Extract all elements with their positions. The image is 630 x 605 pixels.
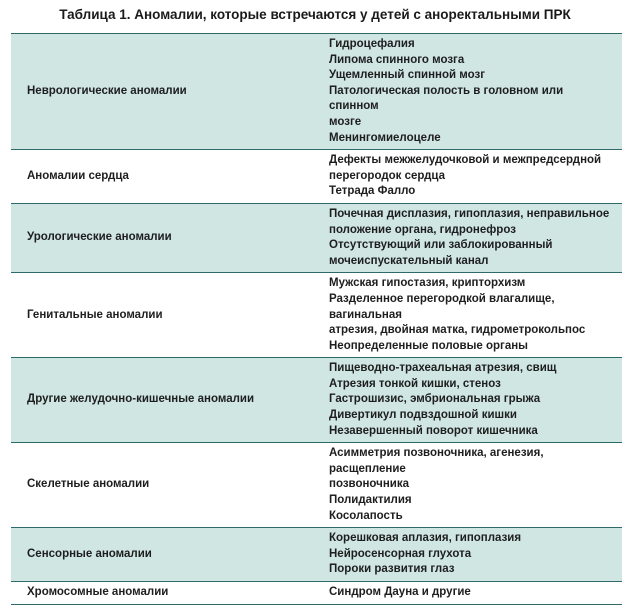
anomaly-item: Отсутствующий или заблокированный xyxy=(329,239,553,252)
anomaly-item: мозге xyxy=(329,115,362,128)
items-cell xyxy=(315,443,622,528)
anomaly-item: мочеиспускательный канал xyxy=(329,254,489,267)
anomaly-item: Разделенное перегородкой влагалище, вагинальная xyxy=(329,292,555,321)
table-body xyxy=(11,34,622,605)
table-row xyxy=(11,358,622,443)
category-cell: Неврологические аномалии xyxy=(11,34,315,150)
table-row xyxy=(11,150,622,204)
table-row xyxy=(11,203,622,272)
anomaly-item: Пищеводно-трахеальная атрезия, свищ xyxy=(329,362,557,375)
anomaly-item: Ущемленный спинной мозг xyxy=(329,69,486,82)
anomaly-item: Липома спинного мозга xyxy=(329,53,465,66)
anomaly-item: Пороки развития глаз xyxy=(329,563,455,576)
anomaly-item: Менингомиелоцеле xyxy=(329,131,441,144)
anomaly-item: атрезия, двойная матка, гидрометрокольпос xyxy=(329,324,586,337)
category-cell: Скелетные аномалии xyxy=(11,443,315,528)
items-cell xyxy=(315,203,622,272)
anomaly-item: Синдром Дауна и другие xyxy=(329,586,471,598)
items-cell xyxy=(315,34,622,150)
items-cell xyxy=(315,273,622,358)
items-cell xyxy=(315,582,622,605)
table-row xyxy=(11,34,622,150)
anomaly-item: Атрезия тонкой кишки, стеноз xyxy=(329,377,501,390)
anomaly-item: Корешковая аплазия, гипоплазия xyxy=(329,532,522,545)
category-cell: Урологические аномалии xyxy=(11,203,315,272)
category-cell: Хромосомные аномалии xyxy=(11,582,315,605)
category-cell: Сенсорные аномалии xyxy=(11,528,315,582)
anomaly-item: Патологическая полость в головном или спинном xyxy=(329,84,564,113)
anomaly-item: Гидроцефалия xyxy=(329,38,415,50)
items-cell xyxy=(315,528,622,582)
anomaly-item: Мужская гипостазия, крипторхизм xyxy=(329,277,526,290)
items-cell xyxy=(315,150,622,204)
anomaly-item: Полидактилия xyxy=(329,494,412,507)
anomaly-item: Тетрада Фалло xyxy=(329,185,416,198)
anomaly-item: Дефекты межжелудочковой и межпредсердной xyxy=(329,154,602,167)
anomalies-table xyxy=(11,33,622,605)
anomaly-item: Косолапость xyxy=(329,509,403,522)
anomaly-item: Неопределенные половые органы xyxy=(329,339,528,352)
category-cell: Аномалии сердца xyxy=(11,150,315,204)
anomaly-item: Нейросенсорная глухота xyxy=(329,547,472,560)
anomaly-item: позвоночника xyxy=(329,478,410,491)
anomaly-item: положение органа, гидронефроз xyxy=(329,223,516,236)
category-cell: Генитальные аномалии xyxy=(11,273,315,358)
anomaly-item: Незавершенный поворот кишечника xyxy=(329,424,538,437)
table-row xyxy=(11,273,622,358)
anomalies-table-container xyxy=(11,33,622,605)
anomaly-item: Почечная дисплазия, гипоплазия, неправильное xyxy=(329,207,610,220)
table-row xyxy=(11,582,622,605)
category-cell: Другие желудочно-кишечные аномалии xyxy=(11,358,315,443)
table-caption: Таблица 1. Аномалии, которые встречаются у детей с аноректальными ПРК xyxy=(59,7,571,22)
table-row xyxy=(11,528,622,582)
anomaly-item: Асимметрия позвоночника, агенезия, расщепление xyxy=(329,447,544,475)
items-cell xyxy=(315,358,622,443)
anomaly-item: Гастрошизис, эмбриональная грыжа xyxy=(329,393,541,406)
anomaly-item: перегородок сердца xyxy=(329,169,446,182)
anomaly-item: Дивертикул подвздошной кишки xyxy=(329,409,517,422)
table-row xyxy=(11,443,622,528)
